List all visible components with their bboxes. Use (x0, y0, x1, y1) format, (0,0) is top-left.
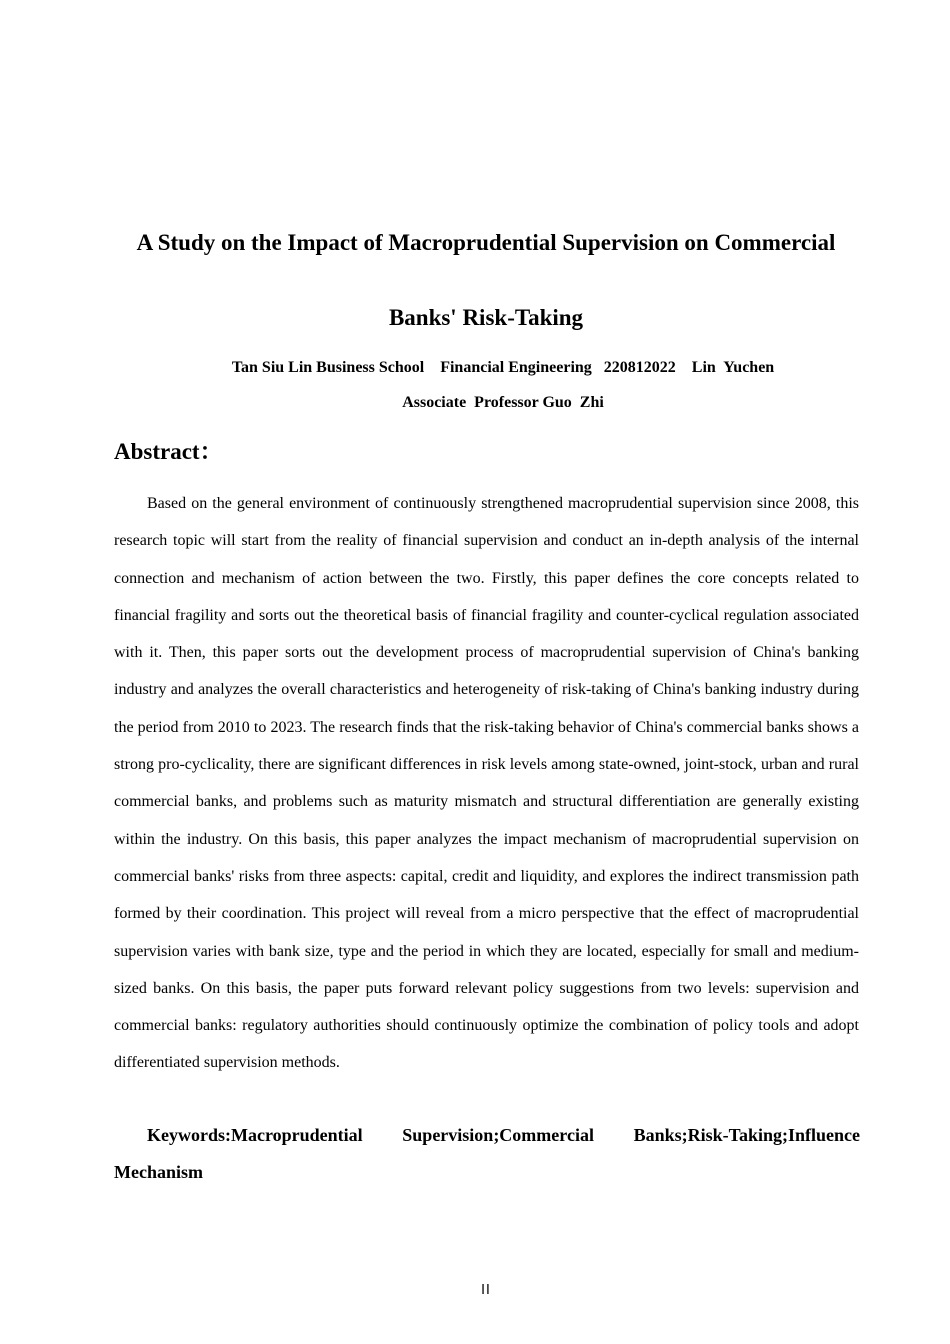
keywords: Keywords:Macroprudential Supervision;Commercial Banks;Risk-Taking;Influence Mechanism (114, 1125, 860, 1182)
advisor-info: Associate Professor Guo Zhi (402, 394, 604, 411)
page-number: II (481, 1283, 491, 1298)
author-info: Tan Siu Lin Business School Financial Engineering 220812022 Lin Yuchen (231, 359, 775, 376)
paper-title-line-2: Banks' Risk-Taking (388, 305, 584, 330)
abstract-heading: Abstract： (114, 439, 223, 464)
paper-title-line-1: A Study on the Impact of Macroprudential Supervision on Commercial (136, 230, 836, 255)
abstract-body: Based on the general environment of continuously strengthened macroprudential supervision since 2008, this research topic will start from the reality of financial supervision and conduct an in-depth analysis of the internal connection and mechanism of action between the two. Firstly, this paper defines the core concepts related to financial fragility and sorts out the theoretical basis of financial fragility and counter-cyclical regulation associated with it. Then, this paper sorts out the development process of macroprudential supervision of China's banking industry and analyzes the overall characteristics and heterogeneity of risk-taking of China's banking industry during the period from 2010 to 2023. The research finds that the risk-taking behavior of China's commercial banks shows a strong pro-cyclicality, there are significant differences in risk levels among state-owned, joint-stock, urban and rural commercial banks, and problems such as maturity mismatch and structural differentiation are generally existing within the industry. On this basis, this paper analyzes the impact mechanism of macroprudential supervision on commercial banks' risks from three aspects: capital, credit and liquidity, and explores the indirect transmission path formed by their coordination. This project will reveal from a micro perspective that the effect of macroprudential supervision varies with bank size, type and the period in which they are located, especially for small and medium-sized banks. On this basis, the paper puts forward relevant policy suggestions from two levels: supervision and commercial banks: regulatory authorities should continuously optimize the combination of policy tools and adopt differentiated supervision methods. (114, 495, 859, 1072)
